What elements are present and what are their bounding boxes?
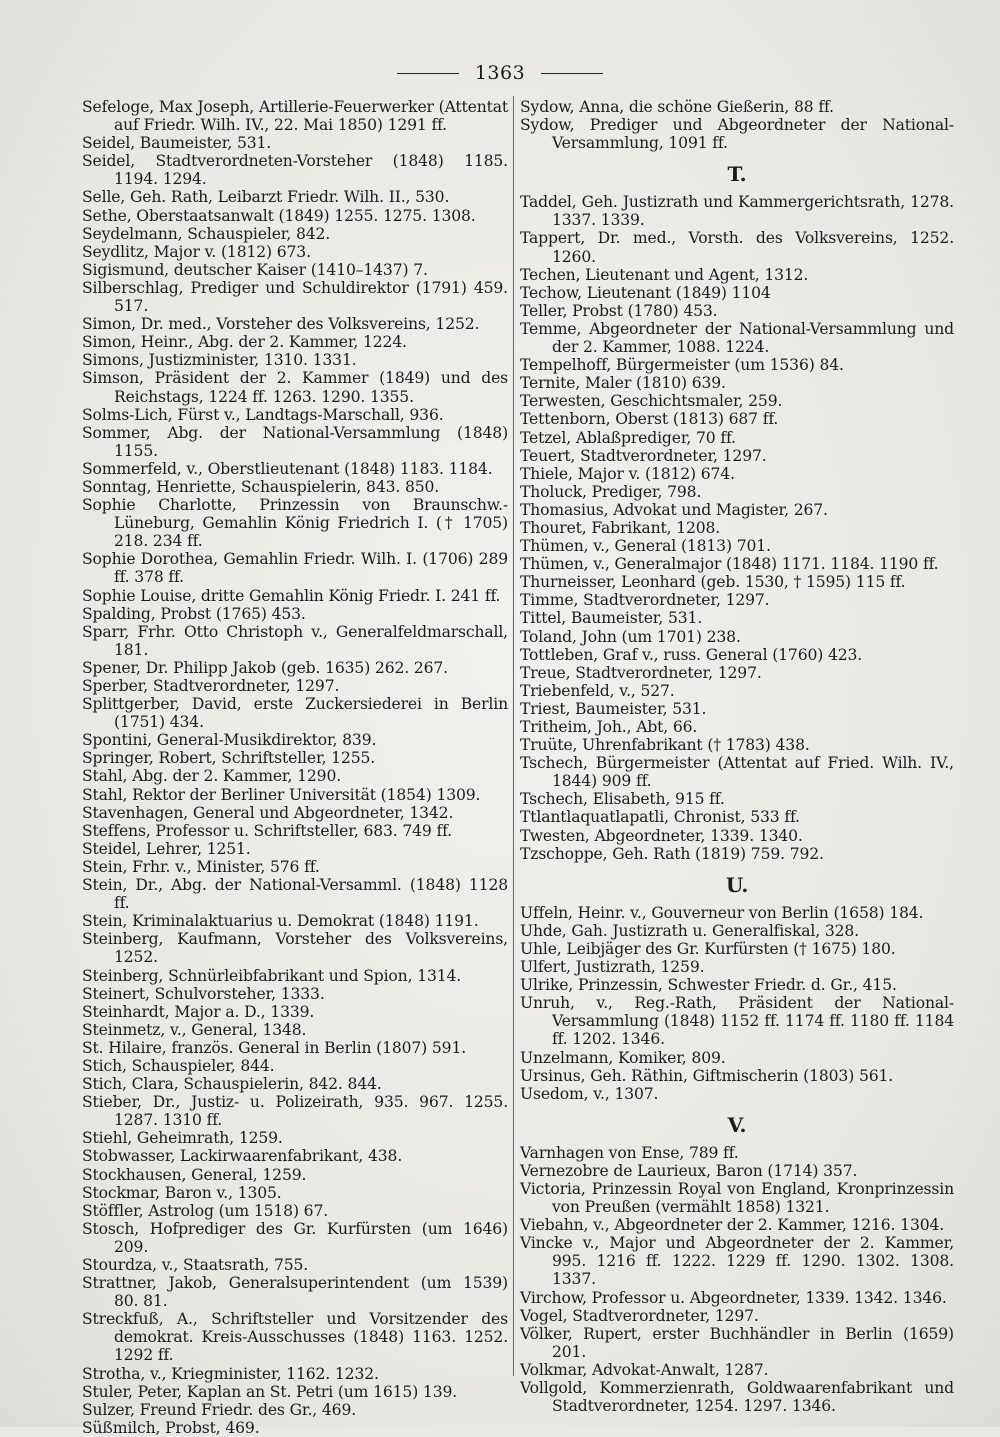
header-rule-left [397,73,459,74]
index-entry: Uhde, Gah. Justizrath u. Generalfiskal, 328. [520,921,859,940]
index-entry: Temme, Abgeordneter der National-Versammlung und der 2. Kammer, 1088. 1224. [520,319,954,357]
index-entry: Treue, Stadtverordneter, 1297. [520,663,762,682]
index-entry: Uffeln, Heinr. v., Gouverneur von Berlin (1658) 184. [520,903,924,922]
index-entry: Viebahn, v., Abgeordneter der 2. Kammer, 1216. 1304. [520,1216,945,1235]
index-entry: Steinberg, Kaufmann, Vorsteher des Volksvereins, 1252. [82,930,508,967]
index-entry: Stein, Dr., Abg. der National-Versamml. (1848) 1128 ff. [82,876,508,913]
index-entry: Sommerfeld, v., Oberstlieutenant (1848) 1183. 1184. [82,459,493,478]
index-entry: Selle, Geh. Rath, Leibarzt Friedr. Wilh. II., 530. [82,188,450,207]
index-entry: Spontini, General-Musikdirektor, 839. [82,731,377,750]
index-entry: Unzelmann, Komiker, 809. [520,1048,726,1067]
index-entry: Sonntag, Henriette, Schauspielerin, 843. 850. [82,477,440,496]
index-entry: Seydlitz, Major v. (1812) 673. [82,242,311,261]
index-entry: Thouret, Fabrikant, 1208. [520,518,721,537]
index-entry: Vernezobre de Laurieux, Baron (1714) 357. [520,1161,858,1180]
index-entry: Steinmetz, v., General, 1348. [82,1020,307,1039]
index-entry: Stockmar, Baron v., 1305. [82,1183,282,1202]
index-entry: Steffens, Professor u. Schriftsteller, 683. 749 ff. [82,821,452,840]
index-entry: Thümen, v., General (1813) 701. [520,537,771,556]
index-entry: Simons, Justizminister, 1310. 1331. [82,351,357,370]
column-divider [513,96,514,1376]
index-entry: Tempelhoff, Bürgermeister (um 1536) 84. [520,356,844,375]
index-entry: Ursinus, Geh. Räthin, Giftmischerin (1803) 561. [520,1066,894,1085]
index-entry: Silberschlag, Prediger und Schuldirektor (1791) 459. 517. [82,278,508,316]
index-entry: Unruh, v., Reg.-Rath, Präsident der National-Versammlung (1848) 1152 ff. 1174 ff. 1180 ff. 1184 ff. 1202. 1346. [520,994,954,1049]
index-entry: Stich, Schauspieler, 844. [82,1056,275,1075]
index-entry: Steinberg, Schnürleibfabrikant und Spion, 1314. [82,966,462,985]
index-entry: Thiele, Major v. (1812) 674. [520,464,735,483]
index-entry: Varnhagen von Ense, 789 ff. [520,1143,739,1162]
index-entry: Techow, Lieutenant (1849) 1104 [520,283,771,302]
index-entry: Sydow, Anna, die schöne Gießerin, 88 ff. [520,98,834,116]
index-entry: Stobwasser, Lackirwaarenfabrikant, 438. [82,1147,403,1166]
index-entry: Uhle, Leibjäger des Gr. Kurfürsten († 1675) 180. [520,939,896,958]
index-entry: Truüte, Uhrenfabrikant († 1783) 438. [520,736,810,755]
index-entry: Ttlantlaquatlapatli, Chronist, 533 ff. [520,808,800,827]
index-entry: Tritheim, Joh., Abt, 66. [520,718,698,736]
index-entry: Ulrike, Prinzessin, Schwester Friedr. d. Gr., 415. [520,976,897,995]
index-entry: Stiehl, Geheimrath, 1259. [82,1129,283,1148]
index-entry: Sigismund, deutscher Kaiser (1410–1437) 7. [82,260,428,279]
index-entry: Stockhausen, General, 1259. [82,1165,307,1184]
index-entry: Vincke v., Major und Abgeordneter der 2. Kammer, 995. 1216 ff. 1222. 1229 ff. 1290. 1302. 1308. 1337. [520,1234,954,1289]
index-entry: Toland, John (um 1701) 238. [520,627,741,646]
s-continued-section [520,98,954,152]
index-entry: Sophie Charlotte, Prinzessin von Braunschw.-Lüneburg, Gemahlin König Friedrich I. († 1705) 218. 234 ff. [82,496,508,551]
index-entry: Simon, Dr. med., Vorsteher des Volksvereins, 1252. [82,315,480,334]
letter-heading-v: V. [727,1112,747,1137]
index-entry: Thomasius, Advokat und Magister, 267. [520,500,828,519]
page-number: 1363 [474,62,526,84]
index-entry: Triebenfeld, v., 527. [520,681,675,700]
index-entry: Stieber, Dr., Justiz- u. Polizeirath, 935. 967. 1255. 1287. 1310 ff. [82,1093,508,1130]
index-entry: Springer, Robert, Schriftsteller, 1255. [82,749,376,768]
index-entry: Usedom, v., 1307. [520,1084,659,1103]
index-entry: Völker, Rupert, erster Buchhändler in Berlin (1659) 201. [520,1324,954,1361]
index-entry: Süßmilch, Probst, 469. [82,1418,260,1437]
index-entry: Tappert, Dr. med., Vorsth. des Volksvereins, 1252. 1260. [520,229,954,266]
u-section [520,904,954,1103]
index-entry: Steinert, Schulvorsteher, 1333. [82,984,325,1003]
index-entry: Stavenhagen, General und Abgeordneter, 1342. [82,803,454,822]
index-entry: Stourdza, v., Staatsrath, 755. [82,1256,309,1274]
right-column [520,98,954,1415]
index-entry: Thurneisser, Leonhard (geb. 1530, † 1595) 115 ff. [520,573,906,592]
index-entry: Solms-Lich, Fürst v., Landtags-Marschall, 936. [82,405,444,424]
index-entry: Stein, Frhr. v., Minister, 576 ff. [82,857,320,876]
index-entry: Tittel, Baumeister, 531. [520,609,703,628]
index-entry: Seidel, Baumeister, 531. [82,134,272,153]
index-entry: Tschech, Elisabeth, 915 ff. [520,790,725,809]
index-entry: Stich, Clara, Schauspielerin, 842. 844. [82,1075,382,1094]
index-entry: Spener, Dr. Philipp Jakob (geb. 1635) 262. 267. [82,658,448,677]
index-entry: Steinhardt, Major a. D., 1339. [82,1002,315,1021]
index-entry: Vollgold, Kommerzienrath, Goldwaarenfabrikant und Stadtverordneter, 1254. 1297. 1346. [520,1379,954,1416]
t-section [520,193,954,862]
index-entry: Sydow, Prediger und Abgeordneter der National-Versammlung, 1091 ff. [520,116,954,153]
index-entry: Stein, Kriminalaktuarius u. Demokrat (1848) 1191. [82,912,479,931]
index-entry: Tschech, Bürgermeister (Attentat auf Fried. Wilh. IV., 1844) 909 ff. [520,754,954,791]
index-entry: Spalding, Probst (1765) 453. [82,604,306,623]
index-entry: Strattner, Jakob, Generalsuperintendent (um 1539) 80. 81. [82,1274,508,1311]
index-entry: Stöffler, Astrolog (um 1518) 67. [82,1201,329,1220]
index-entry: Splittgerber, David, erste Zuckersiederei in Berlin (1751) 434. [82,695,508,732]
index-entry: Twesten, Abgeordneter, 1339. 1340. [520,826,803,845]
index-entry: Terwesten, Geschichtsmaler, 259. [520,392,783,411]
index-entry: Sperber, Stadtverordneter, 1297. [82,677,340,695]
index-entry: Sethe, Oberstaatsanwalt (1849) 1255. 1275. 1308. [82,206,476,225]
index-entry: Triest, Baumeister, 531. [520,699,707,718]
index-entry: Techen, Lieutenant und Agent, 1312. [520,265,809,284]
index-entry: Tettenborn, Oberst (1813) 687 ff. [520,410,779,429]
index-entry: Sulzer, Freund Friedr. des Gr., 469. [82,1400,357,1419]
left-column [82,98,508,1437]
index-entry: Stuler, Peter, Kaplan an St. Petri (um 1615) 139. [82,1382,458,1401]
index-entry: Tottleben, Graf v., russ. General (1760) 423. [520,645,863,664]
index-entry: Sparr, Frhr. Otto Christoph v., Generalfeldmarschall, 181. [82,622,508,659]
index-entry: Tetzel, Ablaßprediger, 70 ff. [520,428,736,447]
index-entry: Stahl, Rektor der Berliner Universität (1854) 1309. [82,785,481,804]
index-entry: Simson, Präsident der 2. Kammer (1849) und des Reichstags, 1224 ff. 1263. 1290. 1355. [82,369,508,406]
index-entry: St. Hilaire, französ. General in Berlin (1807) 591. [82,1038,467,1057]
index-entry: Steidel, Lehrer, 1251. [82,839,251,858]
index-entry: Thümen, v., Generalmajor (1848) 1171. 1184. 1190 ff. [520,555,939,574]
v-section [520,1144,954,1415]
index-entry: Virchow, Professor u. Abgeordneter, 1339. 1342. 1346. [520,1288,947,1307]
index-entry: Taddel, Geh. Justizrath und Kammergerichtsrath, 1278. 1337. 1339. [520,193,954,230]
index-entry: Seydelmann, Schauspieler, 842. [82,224,331,243]
index-entry: Tholuck, Prediger, 798. [520,482,702,501]
index-entry: Tzschoppe, Geh. Rath (1819) 759. 792. [520,844,824,863]
index-entry: Timme, Stadtverordneter, 1297. [520,591,770,610]
index-entry: Streckfuß, A., Schriftsteller und Vorsitzender des demokrat. Kreis-Ausschusses (1848) 1163. 1252. 1292 ff. [82,1310,508,1365]
index-entry: Ternite, Maler (1810) 639. [520,374,726,393]
index-entry: Teller, Probst (1780) 453. [520,301,718,320]
index-entry: Sommer, Abg. der National-Versammlung (1848) 1155. [82,423,508,460]
index-entry: Ulfert, Justizrath, 1259. [520,958,705,977]
index-entry: Volkmar, Advokat-Anwalt, 1287. [520,1360,769,1379]
index-entry: Victoria, Prinzessin Royal von England, Kronprinzessin von Preußen (vermählt 1858) 1321. [520,1179,954,1217]
letter-heading-u: U. [725,872,749,897]
index-entry: Vogel, Stadtverordneter, 1297. [520,1306,759,1325]
index-entry: Sefeloge, Max Joseph, Artillerie-Feuerwerker (Attentat auf Friedr. Wilh. IV., 22. Mai 1850) 1291 ff. [82,98,508,135]
index-entry: Seidel, Stadtverordneten-Vorsteher (1848) 1185. 1194. 1294. [82,152,508,189]
index-entry: Strotha, v., Kriegminister, 1162. 1232. [82,1364,379,1383]
index-entry: Simon, Heinr., Abg. der 2. Kammer, 1224. [82,333,407,352]
index-entry: Stosch, Hofprediger des Gr. Kurfürsten (um 1646) 209. [82,1219,508,1256]
index-entry: Teuert, Stadtverordneter, 1297. [520,446,767,465]
header-rule-right [541,73,603,74]
page-header [0,58,1000,88]
index-entry: Stahl, Abg. der 2. Kammer, 1290. [82,767,342,786]
index-entry: Sophie Louise, dritte Gemahlin König Friedr. I. 241 ff. [82,586,501,605]
letter-heading-t: T. [727,162,747,187]
index-entry: Sophie Dorothea, Gemahlin Friedr. Wilh. I. (1706) 289 ff. 378 ff. [82,550,508,587]
